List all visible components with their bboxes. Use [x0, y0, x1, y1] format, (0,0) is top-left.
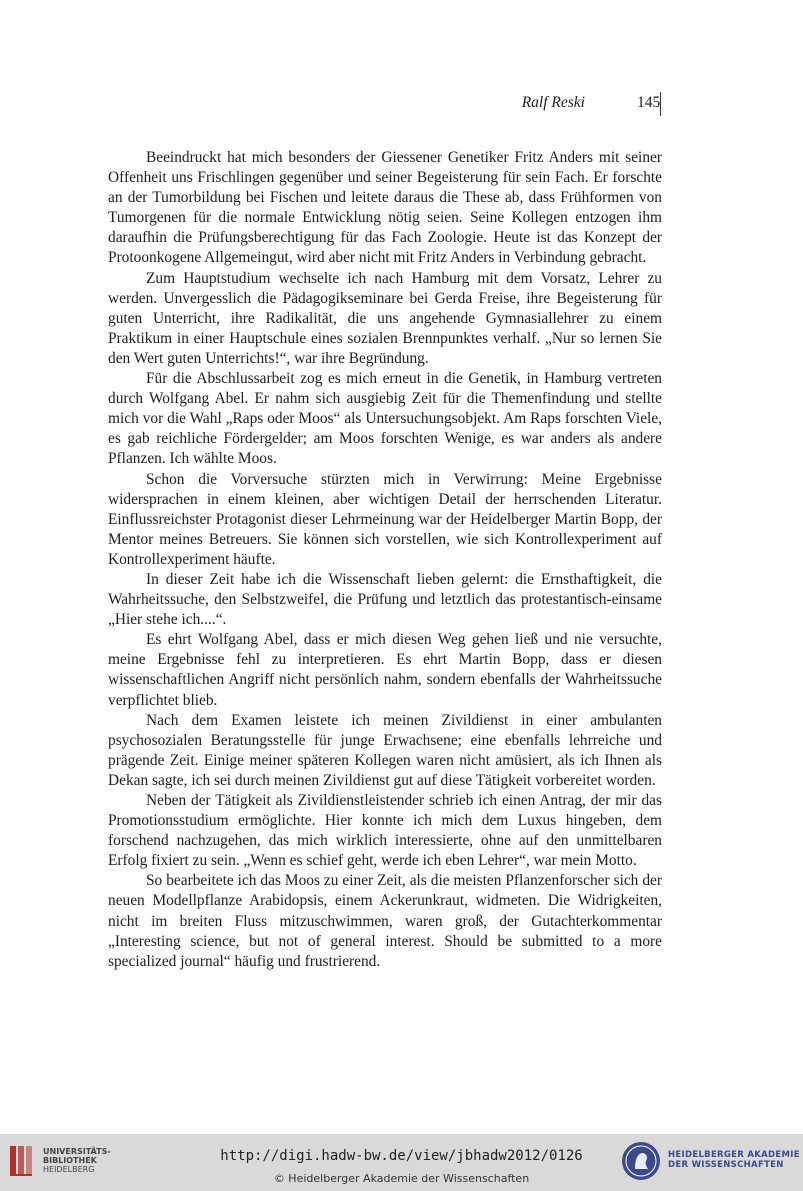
paragraph: Neben der Tätigkeit als Zivildienstleistender schrieb ich einen Antrag, der mir das Promotionsstudium ermöglichte. Hier konnte ich mich dem Luxus hingeben, dem forschend nachzugehen, das mich wirklich interessierte, ohne auf den unmittelbaren Erfolg fixiert zu sein. „Wenn es schief geht, werde ich eben Lehrer“, war mein Motto.: [108, 792, 662, 870]
ub-line: HEIDELBERG: [43, 1165, 95, 1174]
page-number: 145: [637, 94, 661, 111]
ub-line: BIBLIOTHEK: [43, 1156, 97, 1165]
running-head-author: Ralf Reski: [521, 94, 585, 111]
paragraph: Schon die Vorversuche stürzten mich in Verwirrung: Meine Ergebnisse widersprachen in einem kleinen, aber wichtigen Detail der herrschenden Literatur. Einflussreichster Protagonist dieser Lehrmeinung war der Heidelberger Martin Bopp, der Mentor meines Betreuers. Sie können sich vorstellen, wie sich Kontrollexperiment auf Kontrollexperiment häufte.: [108, 470, 662, 568]
paragraph: Es ehrt Wolfgang Abel, dass er mich diesen Weg gehen ließ und nie versuchte, meine Ergebnisse fehl zu interpretieren. Es ehrt Martin Bopp, dass er diesen wissenschaftlichen Angriff nicht persönlich nahm, sondern ebenfalls der Wahrheitssuche verpflichtet blieb.: [108, 631, 662, 709]
body-text: [108, 148, 662, 972]
academy-line: HEIDELBERGER AKADEMIE: [668, 1150, 800, 1160]
paragraph: In dieser Zeit habe ich die Wissenschaft lieben gelernt: die Ernsthaftigkeit, die Wahrheitssuche, den Selbstzweifel, die Prüfung und letztlich das protestantisch-einsame „Hier stehe ich....“.: [108, 570, 662, 629]
paragraph: Beeindruckt hat mich besonders der Giessener Genetiker Fritz Anders mit seiner Offenheit uns Frischlingen gegenüber und seiner Begeisterung für sein Fach. Er forschte an der Tumorbildung bei Fischen und leitete daraus die These ab, dass Frühformen von Tumorgenen für die normale Entwicklung nötig seien. Seine Kollegen entzogen ihm daraufhin die Prüfungsberechtigung für das Fach Zoologie. Heute ist das Konzept der Protoonkogene Allgemeingut, wird aber nicht mit Fritz Anders in Verbindung gebracht.: [108, 149, 663, 267]
permalink-url[interactable]: http://digi.hadw-bw.de/view/jbhadw2012/0126: [220, 1148, 583, 1164]
paragraph: Zum Hauptstudium wechselte ich nach Hamburg mit dem Vorsatz, Lehrer zu werden. Unvergesslich die Pädagogikseminare bei Gerda Freise, ihre Begeisterung für guten Unterricht, ihre Radikalität, die uns angehende Gymnasiallehrer zu einem Praktikum in einer Hauptschule eines sozialen Brennpunktes verhalf. „Nur so lernen Sie den Wert guten Unterrichts!“, war ihre Begründung.: [108, 269, 662, 367]
paragraph: Nach dem Examen leistete ich meinen Zivildienst in einer ambulanten psychosozialen Beratungsstelle für junge Erwachsene; eine ebenfalls lehrreiche und prägende Zeit. Einige meiner späteren Kollegen waren nicht amüsiert, als ich Ihnen als Dekan sagte, ich sei durch meinen Zivildienst gut auf diese Tätigkeit vorbereitet worden.: [108, 711, 662, 789]
academy-name: [668, 1150, 800, 1170]
copyright-notice: © Heidelberger Akademie der Wissenschaften: [273, 1172, 530, 1185]
ub-line: UNIVERSITÄTS-: [43, 1147, 111, 1156]
academy-seal-icon: [621, 1141, 661, 1181]
academy-line: DER WISSENSCHAFTEN: [668, 1160, 784, 1170]
paragraph: Für die Abschlussarbeit zog es mich erneut in die Genetik, in Hamburg vertreten durch Wolfgang Abel. Er nahm sich ausgiebig Zeit für die Themenfindung und stellte mich vor die Wahl „Raps oder Moos“ als Untersuchungsobjekt. Am Raps forschten Viele, es gab reichliche Fördergelder; am Moos forschten Wenige, es war anders als andere Pflanzen. Ich wählte Moos.: [108, 370, 662, 468]
paragraph: So bearbeitete ich das Moos zu einer Zeit, als die meisten Pflanzenforscher sich der neuen Modellpflanze Arabidopsis, einem Ackerunkraut, widmeten. Die Widrigkeiten, nicht im breiten Fluss mitzuschwimmen, waren groß, der Gutachterkommentar „Interesting science, but not of general interest. Should be submitted to a more specialized journal“ häufig und frustrierend.: [108, 872, 662, 970]
footer-bar: [0, 1134, 803, 1191]
